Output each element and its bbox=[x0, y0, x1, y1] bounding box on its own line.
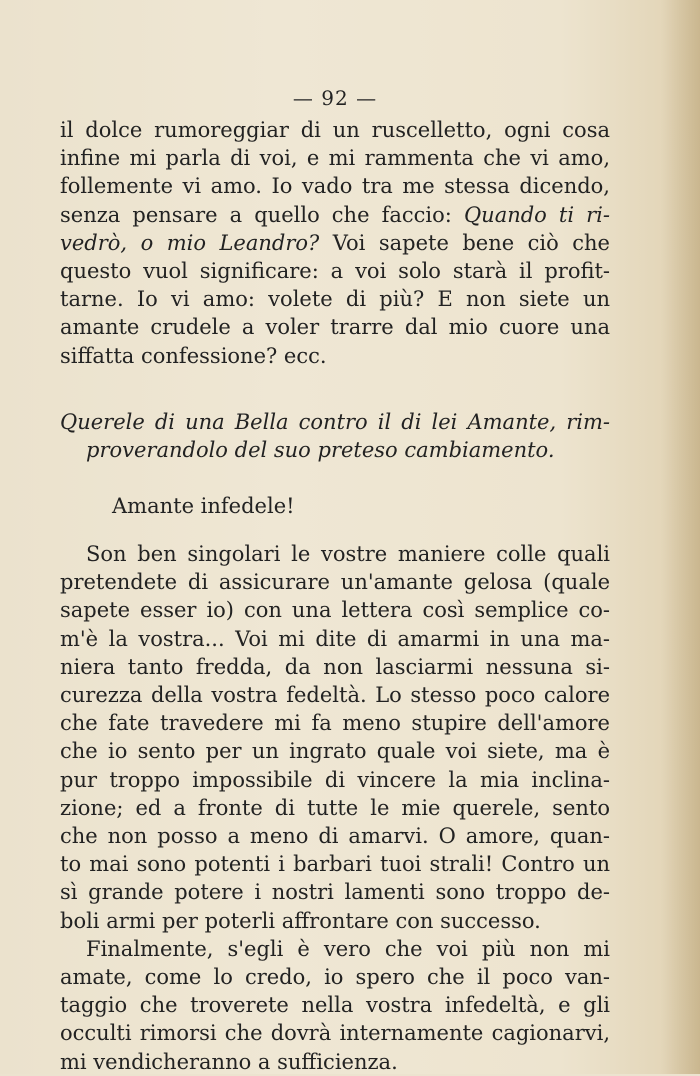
letter-body bbox=[60, 540, 610, 1076]
page-edge-shading bbox=[660, 0, 700, 1074]
text-line: Son ben singolari le vostre maniere colle quali bbox=[86, 542, 610, 566]
text-segment: Voi sapete bene ciò che bbox=[332, 230, 610, 255]
letter-heading bbox=[60, 408, 610, 464]
salutation: Amante infedele! bbox=[112, 494, 295, 518]
text-line bbox=[60, 201, 610, 229]
text-line bbox=[60, 229, 610, 257]
paragraph-letter-end bbox=[60, 116, 610, 370]
text-segment: senza pensare a quello che faccio: bbox=[60, 202, 452, 227]
text-line: amate, come lo credo, io spero che il poco van- bbox=[60, 965, 610, 990]
text-line: to mai sono potenti i barbari tuoi strali! Contro un bbox=[60, 852, 610, 877]
text-line: boli armi per poterli affrontare con successo. bbox=[60, 908, 541, 933]
italic-quote: Quando ti ri- bbox=[463, 202, 610, 227]
text-line: sì grande potere i nostri lamenti sono troppo de- bbox=[60, 880, 610, 905]
text-line: occulti rimorsi che dovrà internamente cagionarvi, bbox=[60, 1021, 610, 1046]
text-line: pretendete di assicurare un'amante gelosa (quale bbox=[60, 570, 610, 595]
text-line: follemente vi amo. Io vado tra me stessa dicendo, bbox=[60, 174, 610, 199]
text-line: mi vendicheranno a sufficienza. bbox=[60, 1049, 398, 1074]
text-line: amante crudele a voler trarre dal mio cuore una bbox=[60, 315, 610, 340]
text-line: sapete esser io) con una lettera così semplice co- bbox=[60, 598, 610, 623]
text-line: tarne. Io vi amo: volete di più? E non siete un bbox=[60, 287, 610, 312]
text-line: zione; ed a fronte di tutte le mie querele, sento bbox=[60, 795, 610, 820]
italic-quote: vedrò, o mio Leandro? bbox=[60, 230, 320, 255]
text-line: infine mi parla di voi, e mi rammenta che vi amo, bbox=[60, 146, 610, 171]
text-line: pur troppo impossibile di vincere la mia inclina- bbox=[60, 767, 610, 792]
text-line: siffatta confessione? ecc. bbox=[60, 343, 327, 368]
heading-line: Querele di una Bella contro il di lei Amante, rim- bbox=[60, 410, 610, 434]
text-line: niera tanto fredda, da non lasciarmi nessuna si- bbox=[60, 654, 610, 679]
heading-line: proverandolo del suo preteso cambiamento. bbox=[86, 438, 555, 463]
text-line: taggio che troverete nella vostra infedeltà, e gli bbox=[60, 993, 610, 1018]
text-line: che fate travedere mi fa meno stupire dell'amore bbox=[60, 711, 610, 736]
text-line: m'è la vostra... Voi mi dite di amarmi in una ma- bbox=[60, 626, 610, 651]
text-line: Finalmente, s'egli è vero che voi più non mi bbox=[86, 936, 610, 961]
page-number: — 92 — bbox=[292, 86, 378, 110]
text-line: questo vuol significare: a voi solo starà il profit- bbox=[60, 259, 610, 284]
text-line: che io sento per un ingrato quale voi siete, ma è bbox=[60, 739, 610, 764]
text-line: il dolce rumoreggiar di un ruscelletto, ogni cosa bbox=[60, 118, 610, 142]
text-line: curezza della vostra fedeltà. Lo stesso poco calore bbox=[60, 683, 610, 708]
text-line: che non posso a meno di amarvi. O amore, quan- bbox=[60, 824, 610, 849]
